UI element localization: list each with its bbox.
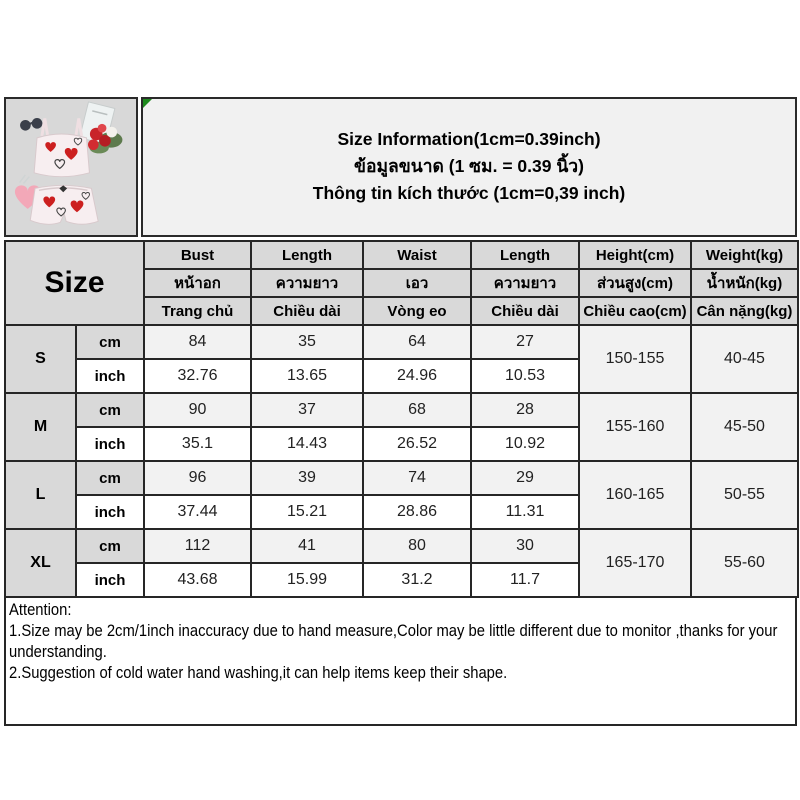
col-header-height-en: Height(cm) [579, 241, 691, 269]
cell-xl-length-inch: 15.99 [251, 563, 363, 597]
cell-l-length-cm: 39 [251, 461, 363, 495]
size-label-m: M [5, 393, 76, 461]
cell-s-height: 150-155 [579, 325, 691, 393]
unit-cm-label: cm [76, 325, 144, 359]
cell-xl-height: 165-170 [579, 529, 691, 597]
col-header-waist-en: Waist [363, 241, 471, 269]
cell-l-length2-inch: 11.31 [471, 495, 579, 529]
cell-m-bust-inch: 35.1 [144, 427, 251, 461]
unit-inch-label: inch [76, 563, 144, 597]
col-header-weight-vi: Cân nặng(kg) [691, 297, 798, 325]
col-header-length-vi: Chiều dài [251, 297, 363, 325]
cell-s-waist-cm: 64 [363, 325, 471, 359]
unit-cm-label: cm [76, 529, 144, 563]
unit-cm-label: cm [76, 461, 144, 495]
col-header-waist-th: เอว [363, 269, 471, 297]
cell-l-length2-cm: 29 [471, 461, 579, 495]
unit-inch-label: inch [76, 427, 144, 461]
cell-m-waist-cm: 68 [363, 393, 471, 427]
product-photo-illustration [6, 99, 136, 235]
cell-m-length2-inch: 10.92 [471, 427, 579, 461]
unit-cm-label: cm [76, 393, 144, 427]
cell-xl-bust-cm: 112 [144, 529, 251, 563]
cell-xl-length2-cm: 30 [471, 529, 579, 563]
title-english: Size Information(1cm=0.39inch) [337, 129, 601, 150]
col-header-height-vi: Chiều cao(cm) [579, 297, 691, 325]
cell-l-length-inch: 15.21 [251, 495, 363, 529]
cell-l-waist-cm: 74 [363, 461, 471, 495]
top-section [4, 97, 797, 237]
cell-s-waist-inch: 24.96 [363, 359, 471, 393]
cell-xl-weight: 55-60 [691, 529, 798, 597]
col-header-length-th: ความยาว [251, 269, 363, 297]
col-header-length2-vi: Chiều dài [471, 297, 579, 325]
col-header-bust-vi: Trang chủ [144, 297, 251, 325]
table-row [5, 325, 798, 359]
col-header-length-en: Length [251, 241, 363, 269]
cell-l-height: 160-165 [579, 461, 691, 529]
cell-s-bust-cm: 84 [144, 325, 251, 359]
cell-l-waist-inch: 28.86 [363, 495, 471, 529]
cell-l-bust-inch: 37.44 [144, 495, 251, 529]
cell-m-length-inch: 14.43 [251, 427, 363, 461]
cell-m-height: 155-160 [579, 393, 691, 461]
attention-box [4, 598, 797, 726]
cell-xl-length-cm: 41 [251, 529, 363, 563]
col-header-length2-en: Length [471, 241, 579, 269]
cell-xl-length2-inch: 11.7 [471, 563, 579, 597]
unit-inch-label: inch [76, 495, 144, 529]
cell-l-weight: 50-55 [691, 461, 798, 529]
attention-note-2: 2.Suggestion of cold water hand washing,it can help items keep their shape. [9, 663, 508, 682]
content-frame [4, 97, 797, 726]
cell-l-bust-cm: 96 [144, 461, 251, 495]
attention-heading: Attention: [9, 600, 72, 619]
cell-s-weight: 40-45 [691, 325, 798, 393]
cell-s-bust-inch: 32.76 [144, 359, 251, 393]
cell-m-bust-cm: 90 [144, 393, 251, 427]
col-header-length2-th: ความยาว [471, 269, 579, 297]
size-corner-cell: Size [5, 241, 144, 325]
col-header-height-th: ส่วนสูง(cm) [579, 269, 691, 297]
cell-m-length2-cm: 28 [471, 393, 579, 427]
attention-text [9, 599, 792, 683]
col-header-weight-en: Weight(kg) [691, 241, 798, 269]
col-header-weight-th: น้ำหนัก(kg) [691, 269, 798, 297]
cell-s-length-inch: 13.65 [251, 359, 363, 393]
table-row [5, 461, 798, 495]
title-thai: ข้อมูลขนาด (1 ซม. = 0.39 นิ้ว) [354, 156, 584, 177]
title-block [141, 97, 797, 237]
cell-xl-bust-inch: 43.68 [144, 563, 251, 597]
title-vietnamese: Thông tin kích thước (1cm=0,39 inch) [312, 182, 626, 203]
size-table [4, 240, 799, 598]
table-row [5, 393, 798, 427]
attention-note-1: 1.Size may be 2cm/1inch inaccuracy due to hand measure,Color may be little different due to monitor ,thanks for your understanding. [9, 621, 778, 661]
col-header-bust-en: Bust [144, 241, 251, 269]
col-header-waist-vi: Vòng eo [363, 297, 471, 325]
table-row [5, 529, 798, 563]
unit-inch-label: inch [76, 359, 144, 393]
cell-xl-waist-cm: 80 [363, 529, 471, 563]
cell-xl-waist-inch: 31.2 [363, 563, 471, 597]
cell-m-weight: 45-50 [691, 393, 798, 461]
col-header-bust-th: หน้าอก [144, 269, 251, 297]
cell-s-length2-cm: 27 [471, 325, 579, 359]
product-photo [4, 97, 138, 237]
cell-s-length-cm: 35 [251, 325, 363, 359]
size-label-l: L [5, 461, 76, 529]
size-label-xl: XL [5, 529, 76, 597]
size-label-s: S [5, 325, 76, 393]
cell-m-waist-inch: 26.52 [363, 427, 471, 461]
cell-s-length2-inch: 10.53 [471, 359, 579, 393]
cell-m-length-cm: 37 [251, 393, 363, 427]
cell-marker-icon [143, 99, 152, 108]
